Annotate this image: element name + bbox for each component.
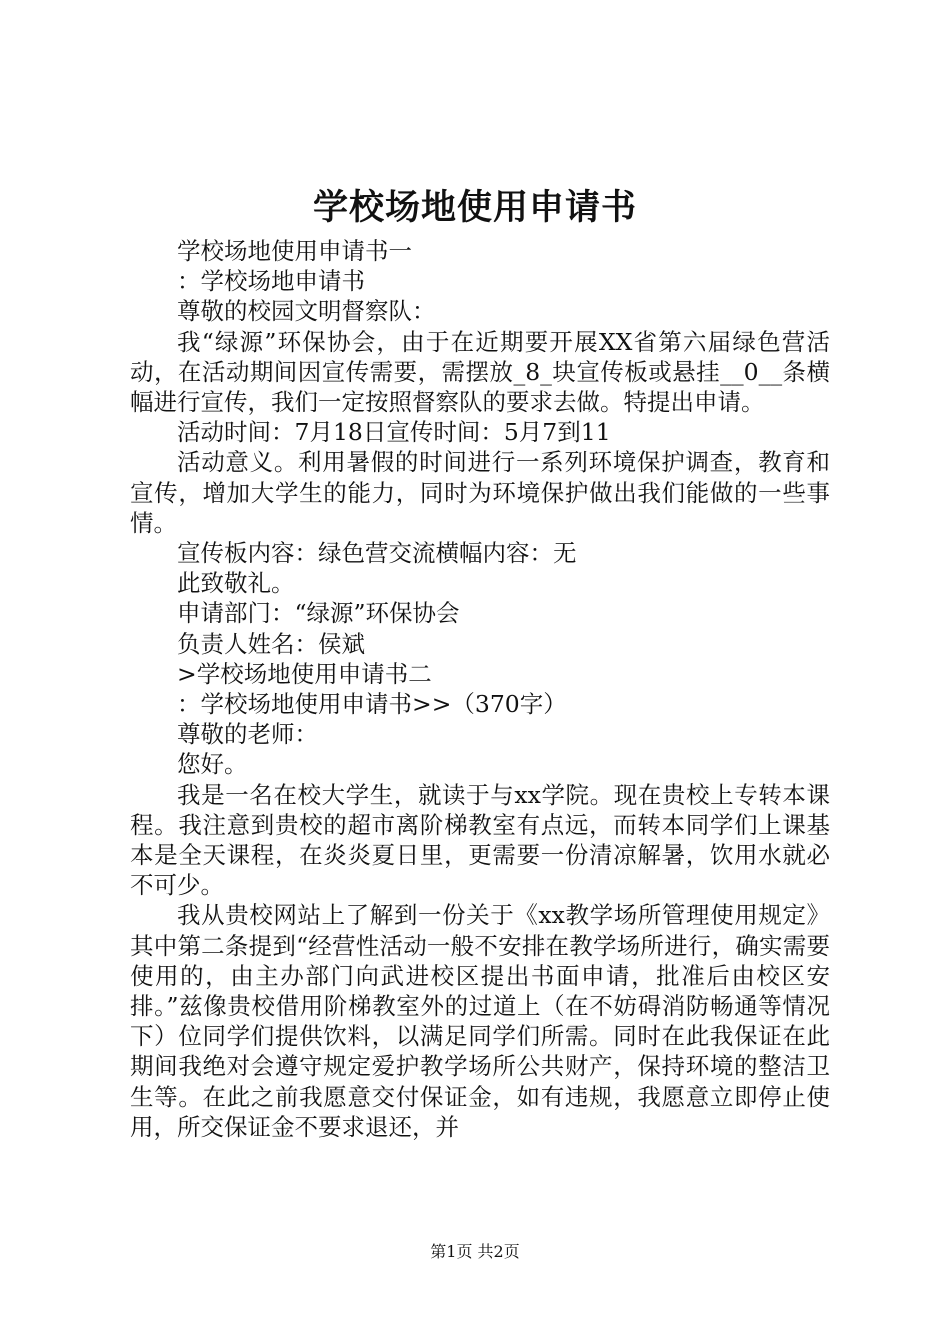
paragraph: 活动意义。利用暑假的时间进行一系列环境保护调查，教育和宣传，增加大学生的能力，同时为环境保护做出我们能做的一些事情。 bbox=[130, 448, 830, 537]
paragraph: 尊敬的老师： bbox=[177, 720, 318, 749]
page-footer: 第1页 共2页 bbox=[430, 1242, 520, 1261]
paragraph: 我从贵校网站上了解到一份关于《xx教学场所管理使用规定》其中第二条提到“经营性活动一般不安排在教学场所进行，确实需要使用的，由主办部门向武进校区提出书面申请，批准后由校区安排。”兹像贵校借用阶梯教室外的过道上（在不妨碍消防畅通等情况下）位同学们提供饮料，以满足同学们所需。同时在此我保证在此期间我绝对会遵守规定爱护教学场所公共财产，保持环境的整洁卫生等。在此之前我愿意交付保证金，如有违规，我愿意立即停止使用，所交保证金不要求退还，并 bbox=[130, 901, 830, 1141]
paragraph: 尊敬的校园文明督察队： bbox=[177, 297, 436, 326]
paragraph: 宣传板内容：绿色营交流横幅内容：无 bbox=[177, 539, 577, 568]
paragraph: ：学校场地使用申请书>>（370字） bbox=[177, 690, 567, 719]
paragraph: 我是一名在校大学生，就读于与xx学院。现在贵校上专转本课程。我注意到贵校的超市离阶梯教室有点远，而转本同学们上课基本是全天课程，在炎炎夏日里，更需要一份清凉解暑，饮用水就必不可少。 bbox=[130, 780, 830, 900]
document-title: 学校场地使用申请书 bbox=[312, 187, 637, 228]
paragraph: 负责人姓名：侯斌 bbox=[177, 629, 365, 658]
paragraph: >学校场地使用申请书二 bbox=[177, 659, 432, 688]
document-body bbox=[130, 236, 830, 1142]
paragraph: 我“绿源”环保协会，由于在近期要开展XX省第六届绿色营活动，在活动期间因宣传需要，需摆放_8_块宣传板或悬挂__0__条横幅进行宣传，我们一定按照督察队的要求去做。特提出申请。 bbox=[130, 327, 830, 417]
paragraph: 申请部门：“绿源”环保协会 bbox=[177, 599, 460, 628]
paragraph: ：学校场地申请书 bbox=[177, 267, 365, 296]
paragraph: 活动时间：7月18日宣传时间：5月7到11 bbox=[177, 418, 611, 447]
paragraph: 此致敬礼。 bbox=[177, 569, 295, 598]
paragraph: 学校场地使用申请书一 bbox=[177, 237, 412, 265]
paragraph: 您好。 bbox=[177, 750, 248, 779]
